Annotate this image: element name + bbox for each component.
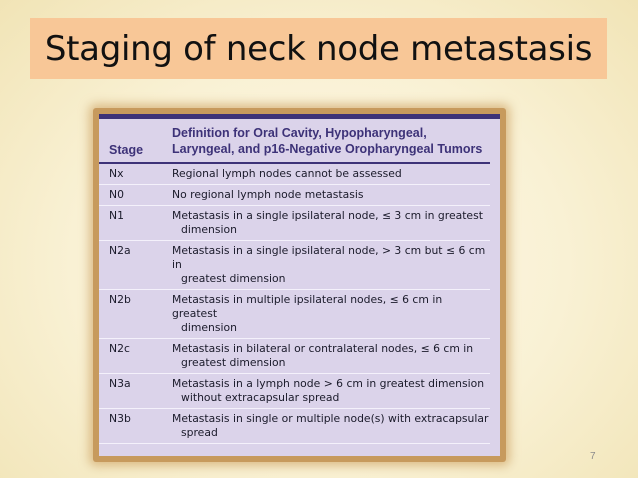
definition-line: Metastasis in bilateral or contralateral nodes, ≤ 6 cm in — [172, 342, 474, 355]
stage-cell: Nx — [109, 167, 124, 180]
title-banner — [30, 18, 607, 79]
stage-cell: N3a — [109, 377, 131, 390]
definition-cell — [172, 209, 490, 237]
definition-line: No regional lymph node metastasis — [172, 188, 364, 201]
table-header-row — [99, 119, 490, 164]
table-row — [99, 241, 490, 290]
definition-cell — [172, 412, 490, 440]
definition-line-continued: without extracapsular spread — [181, 391, 340, 404]
definition-line-continued: greatest dimension — [181, 272, 286, 285]
definition-line-continued: dimension — [181, 223, 237, 236]
table-row — [99, 290, 490, 339]
table-row — [99, 374, 490, 409]
slide-title: Staging of neck node metastasis — [44, 28, 593, 69]
slide-number: 7 — [590, 451, 596, 462]
definition-cell — [172, 377, 490, 405]
table-row — [99, 339, 490, 374]
definition-line-continued: spread — [181, 426, 218, 439]
stage-cell: N3b — [109, 412, 131, 425]
stage-cell: N0 — [109, 188, 124, 201]
definition-line: Metastasis in a single ipsilateral node, > 3 cm but ≤ 6 cm in — [172, 244, 486, 271]
table-row — [99, 206, 490, 241]
definition-cell — [172, 167, 490, 181]
stage-cell: N1 — [109, 209, 124, 222]
table-row — [99, 185, 490, 206]
definition-line-continued: dimension — [181, 321, 237, 334]
definition-line: Metastasis in multiple ipsilateral nodes, ≤ 6 cm in greatest — [172, 293, 443, 320]
definition-cell — [172, 244, 490, 286]
stage-cell: N2a — [109, 244, 131, 257]
staging-table-image — [93, 108, 506, 462]
definition-line: Metastasis in single or multiple node(s) with extracapsular — [172, 412, 489, 425]
definition-line: Regional lymph nodes cannot be assessed — [172, 167, 402, 180]
definition-cell — [172, 188, 490, 202]
definition-cell — [172, 342, 490, 370]
stage-cell: N2b — [109, 293, 131, 306]
staging-table — [99, 114, 500, 456]
definition-cell — [172, 293, 490, 335]
definition-line: Metastasis in a single ipsilateral node, ≤ 3 cm in greatest — [172, 209, 483, 222]
header-stage: Stage — [109, 143, 144, 157]
stage-cell: N2c — [109, 342, 130, 355]
header-definition: Definition for Oral Cavity, Hypopharyngeal, Laryngeal, and p16-Negative Oropharyngeal Tumors — [172, 126, 483, 156]
definition-line: Metastasis in a lymph node > 6 cm in greatest dimension — [172, 377, 485, 390]
table-row — [99, 164, 490, 185]
table-row — [99, 409, 490, 444]
definition-line-continued: greatest dimension — [181, 356, 286, 369]
table-body — [99, 164, 500, 444]
